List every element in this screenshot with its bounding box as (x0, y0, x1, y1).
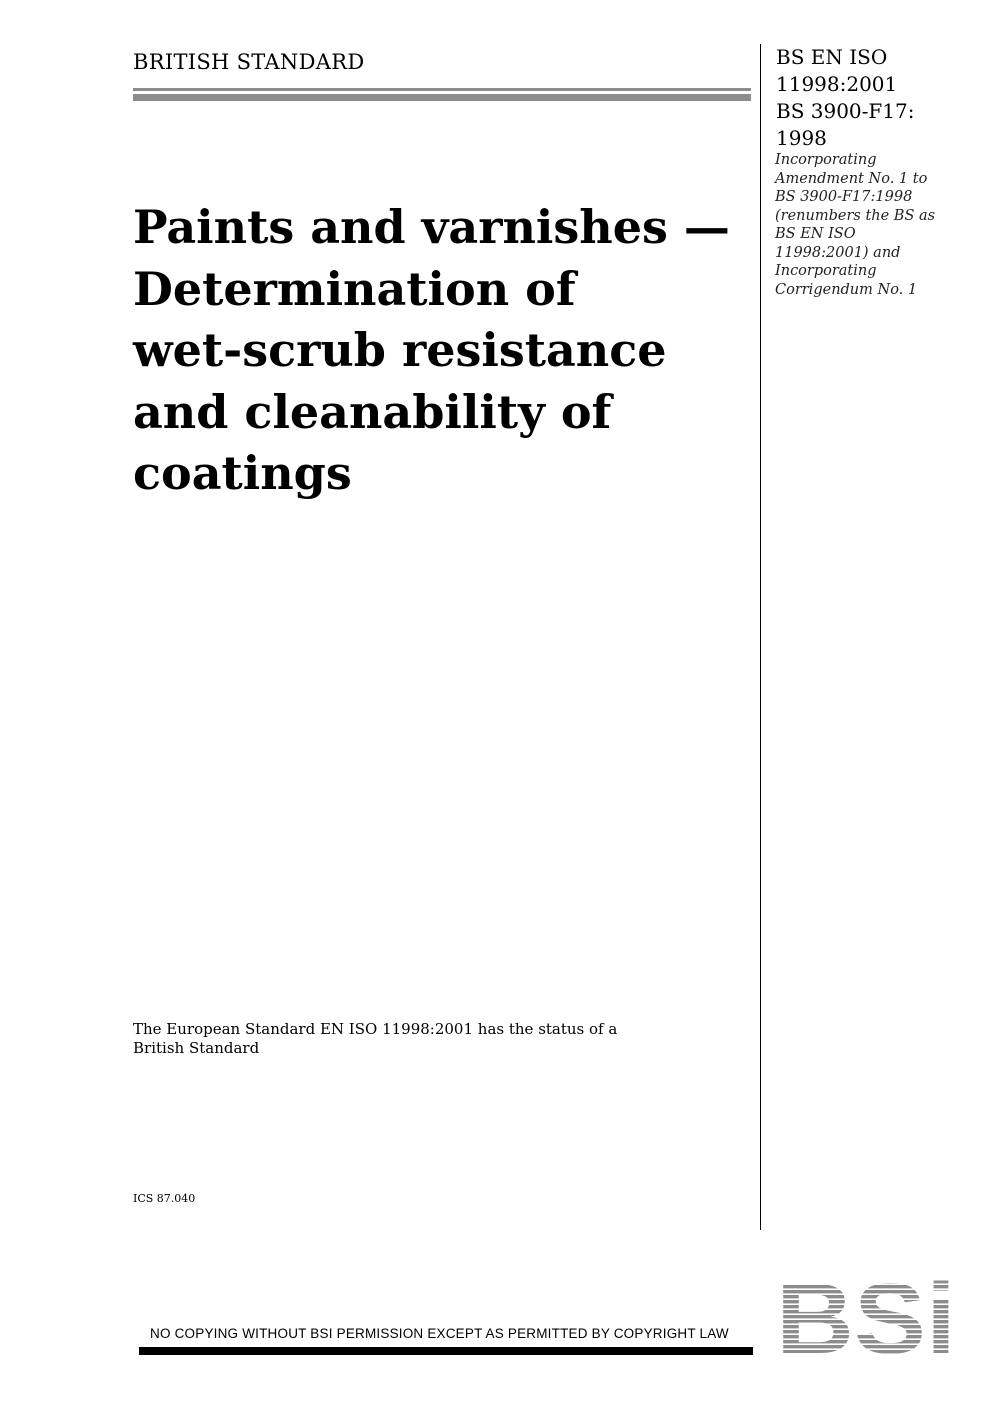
title-line: and cleanability of (133, 384, 612, 439)
amendment-note-line: Incorporating (775, 263, 877, 279)
bsi-logo-text: BSi (776, 1275, 956, 1357)
standard-number-line: 11998:2001 (776, 72, 898, 96)
standard-type-label: BRITISH STANDARD (133, 50, 365, 74)
standard-number-line: BS EN ISO (776, 45, 888, 69)
title-line: coatings (133, 446, 352, 500)
title-line: Determination of (133, 261, 576, 316)
amendment-note-line: Incorporating (775, 152, 877, 168)
document-title (133, 197, 753, 505)
copyright-notice: NO COPYING WITHOUT BSI PERMISSION EXCEPT AS PERMITTED BY COPYRIGHT LAW (150, 1326, 729, 1341)
amendment-note-line: 11998:2001) and (775, 244, 901, 261)
footer-rule (139, 1347, 753, 1355)
bsi-logo (776, 1275, 956, 1357)
amendment-note-line: BS EN ISO (775, 226, 856, 242)
amendment-note-line: (renumbers the BS as (775, 207, 936, 224)
standard-number-line: BS 3900-F17: (776, 99, 915, 123)
ics-code: ICS 87.040 (133, 1192, 196, 1205)
status-statement (133, 1020, 733, 1058)
header-rule-thick (133, 94, 751, 101)
header-rule-thin (133, 88, 751, 91)
amendment-note-line: BS 3900-F17:1998 (775, 189, 913, 205)
column-divider (760, 44, 761, 1230)
status-line: British Standard (133, 1039, 260, 1057)
amendment-note-line: Amendment No. 1 to (775, 170, 928, 187)
title-line: wet-scrub resistance (133, 323, 667, 377)
amendment-note-line: Corrigendum No. 1 (775, 281, 918, 298)
amendment-note (775, 151, 985, 299)
title-line: Paints and varnishes — (133, 200, 730, 254)
status-line: The European Standard EN ISO 11998:2001 has the status of a (133, 1020, 618, 1038)
standard-number-line: 1998 (776, 126, 827, 150)
standard-number-block (776, 44, 986, 152)
